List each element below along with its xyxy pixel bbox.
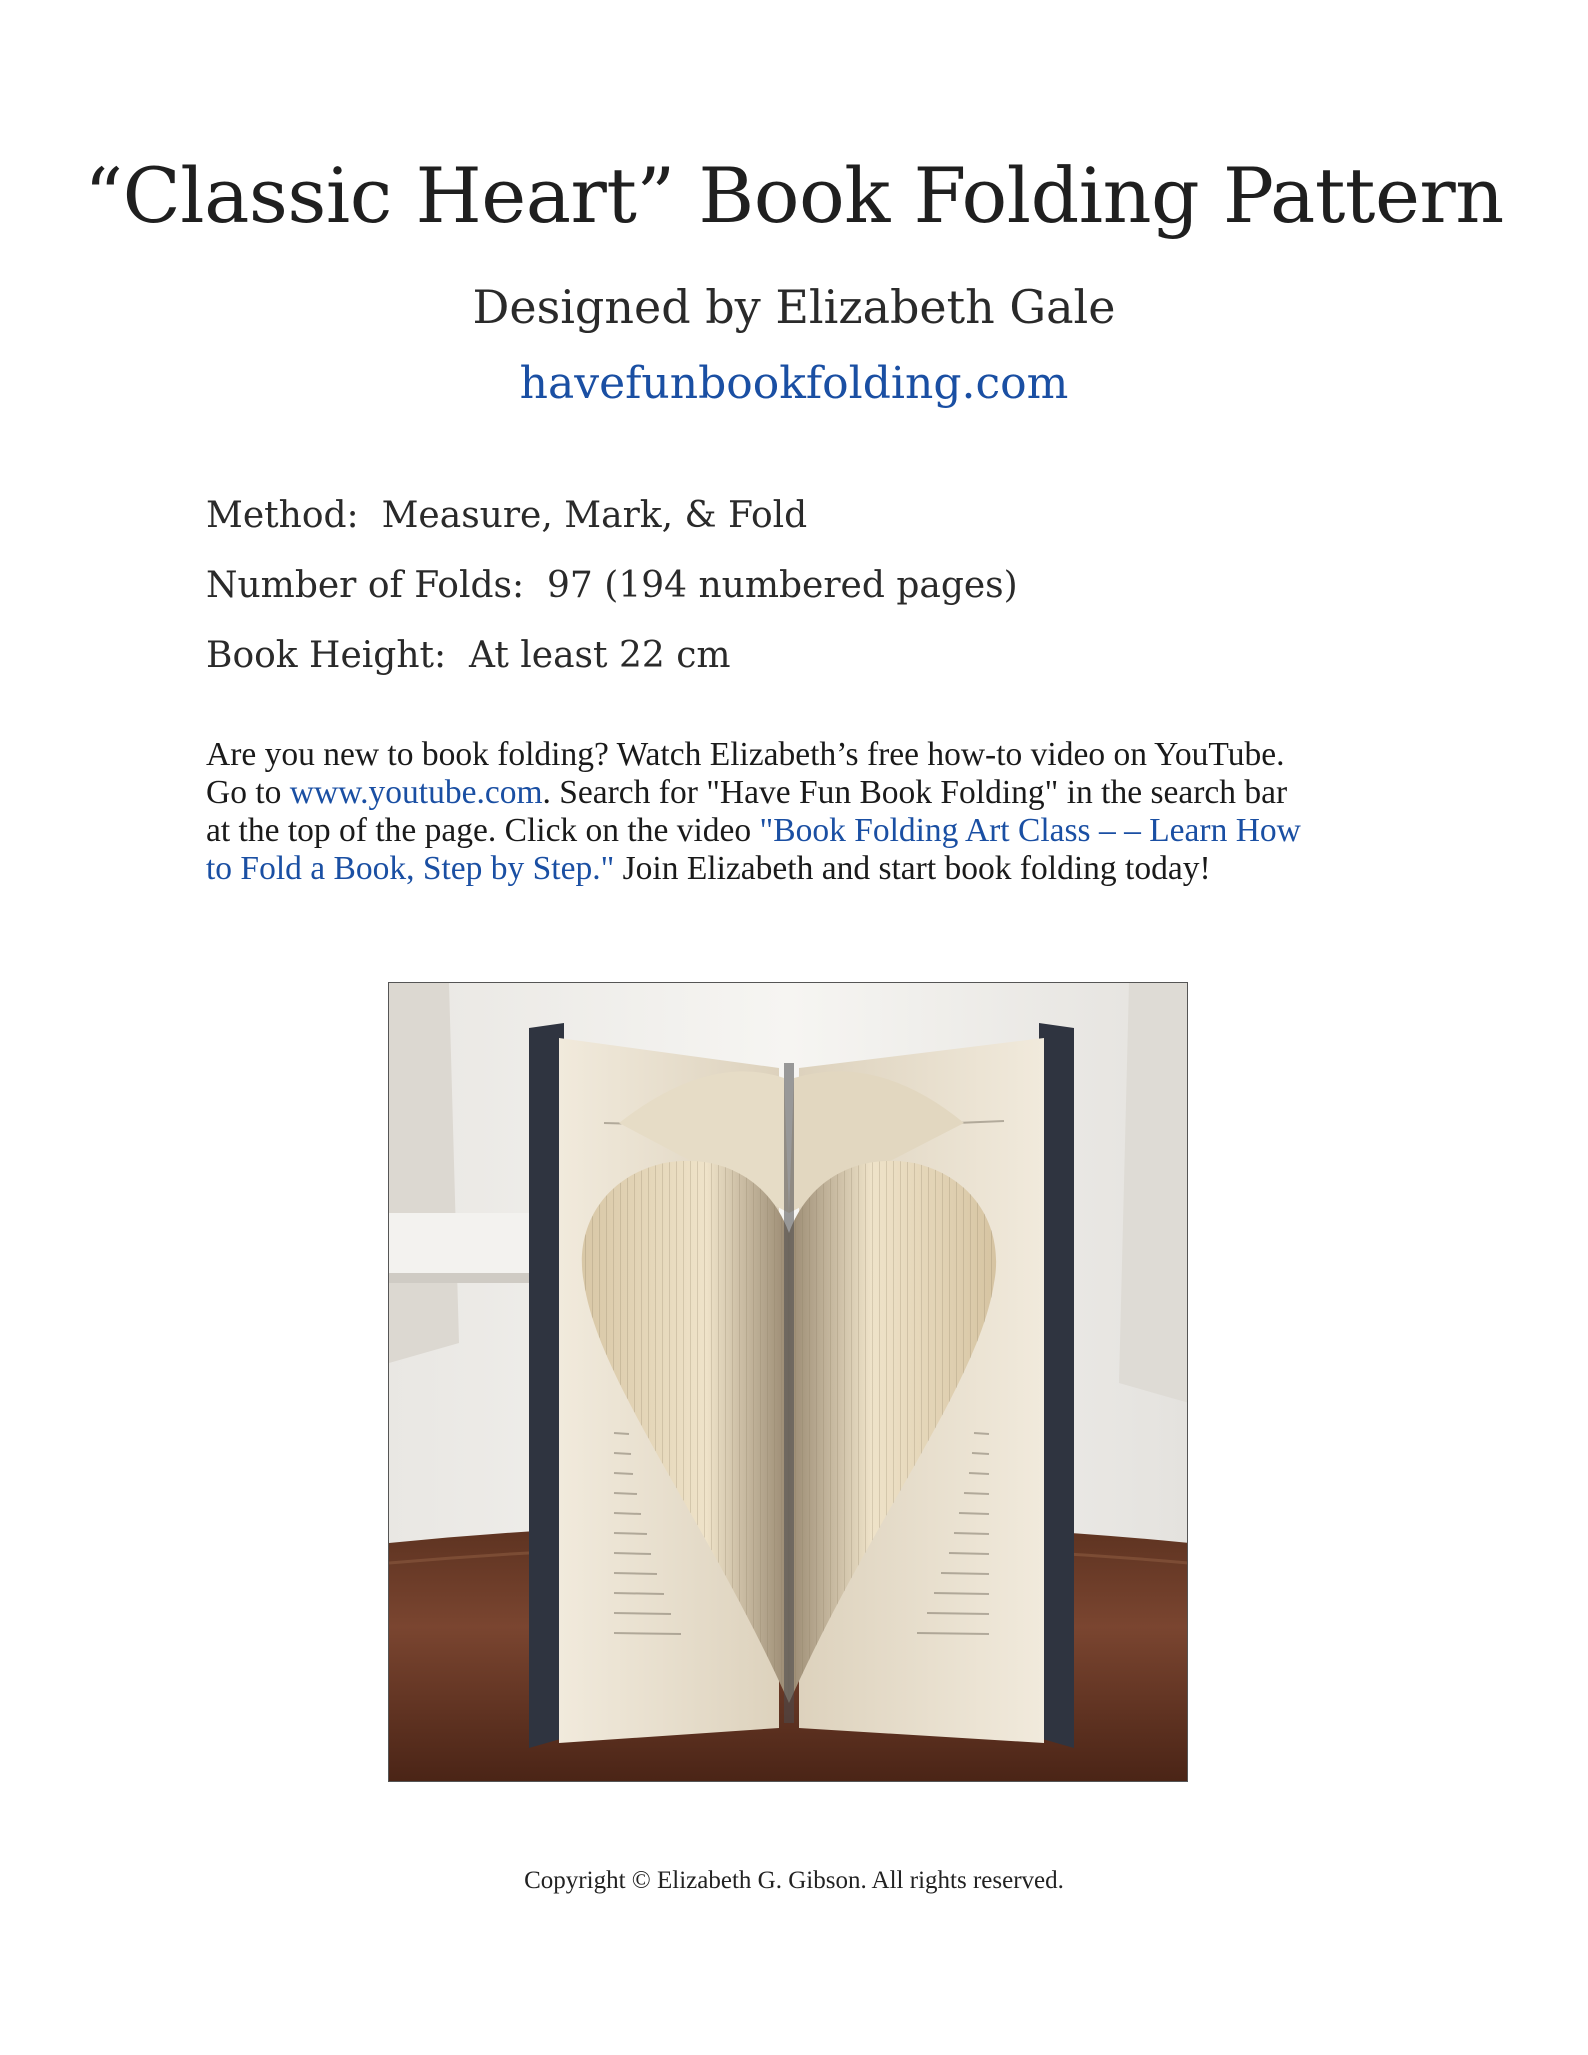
folded-book-heart-photo	[388, 982, 1188, 1782]
height-value: At least 22 cm	[469, 635, 731, 676]
intro-text: at the top of the page. Click on the video	[206, 812, 760, 849]
folds-value: 97 (194 numbered pages)	[547, 565, 1018, 606]
method-value: Measure, Mark, & Fold	[381, 495, 808, 536]
pattern-specs	[206, 490, 1406, 700]
website-link[interactable]: havefunbookfolding.com	[519, 358, 1069, 409]
video-link-continued[interactable]: to Fold a Book, Step by Step."	[206, 850, 615, 887]
method-label: Method:	[206, 495, 359, 536]
spec-height	[206, 630, 1406, 700]
intro-line-2	[206, 774, 1376, 812]
intro-text: Join Elizabeth and start book folding today!	[614, 850, 1211, 887]
spec-method	[206, 490, 1406, 560]
spec-folds	[206, 560, 1406, 630]
intro-text: Go to	[206, 774, 290, 811]
intro-text: . Search for "Have Fun Book Folding" in the search bar	[542, 774, 1288, 811]
height-label: Book Height:	[206, 635, 447, 676]
youtube-link[interactable]: www.youtube.com	[289, 774, 543, 811]
intro-line-4	[206, 850, 1376, 888]
page-title: “Classic Heart” Book Folding Pattern	[84, 151, 1504, 240]
designer-credit: Designed by Elizabeth Gale	[472, 280, 1116, 334]
intro-paragraph	[206, 736, 1376, 888]
folds-label: Number of Folds:	[206, 565, 525, 606]
intro-line-3	[206, 812, 1376, 850]
copyright-notice: Copyright © Elizabeth G. Gibson. All rights reserved.	[524, 1867, 1064, 1894]
video-link[interactable]: "Book Folding Art Class – – Learn How	[759, 812, 1301, 849]
intro-line-1: Are you new to book folding? Watch Elizabeth’s free how-to video on YouTube.	[206, 736, 1285, 773]
